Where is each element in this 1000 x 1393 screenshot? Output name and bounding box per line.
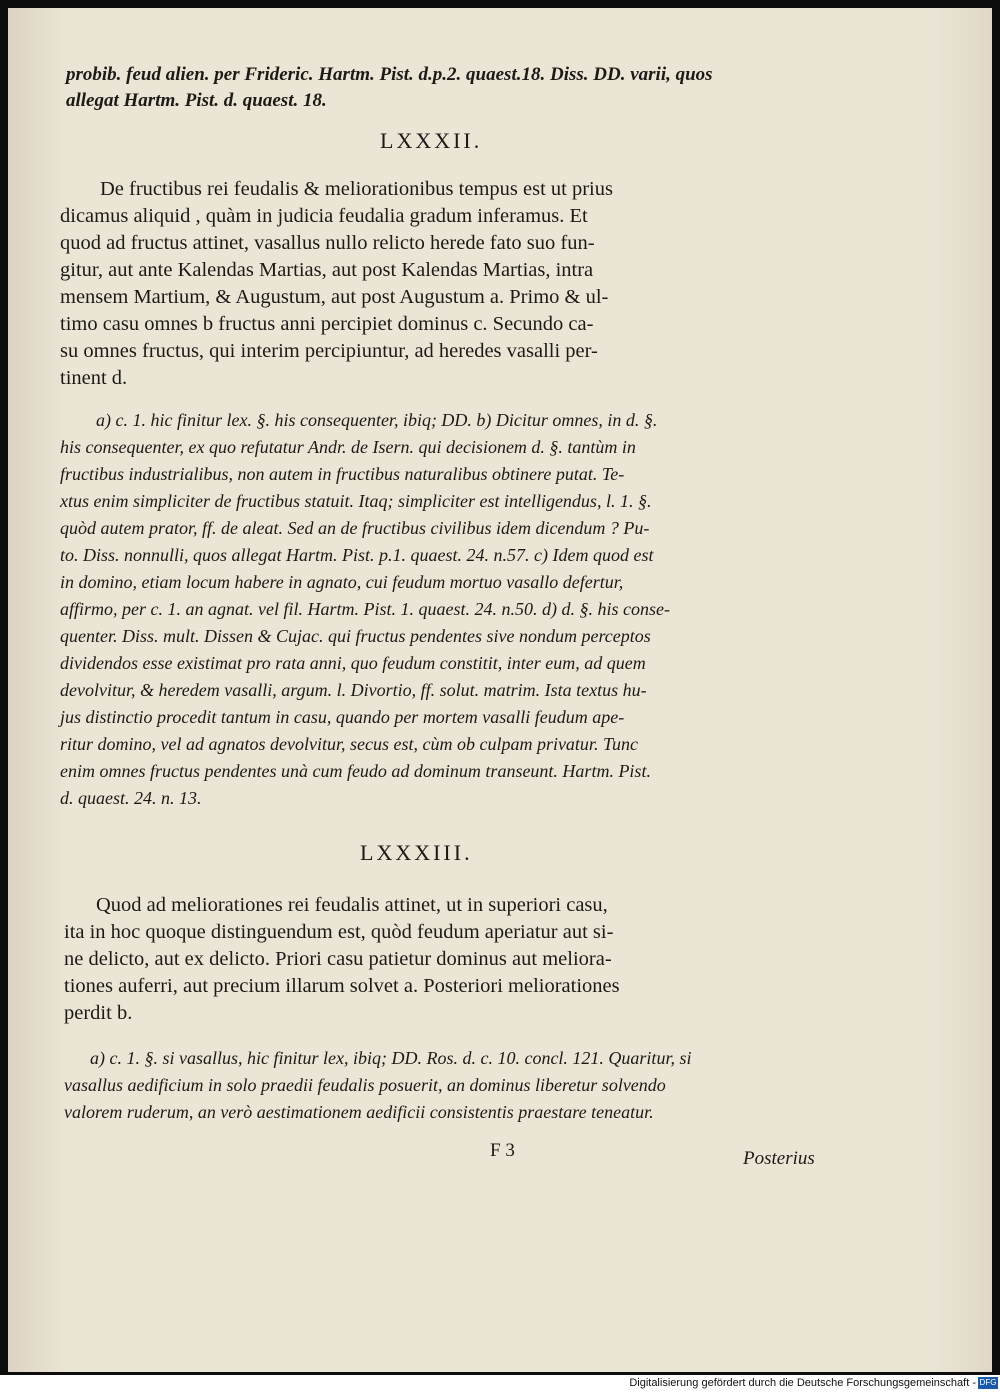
body-line: tiones auferri, aut precium illarum solvet a. Posteriori meliorationes: [64, 975, 620, 997]
signature-mark: F 3: [490, 1140, 515, 1161]
running-text-line: probib. feud alien. per Frideric. Hartm. Pist. d.p.2. quaest.18. Diss. DD. varii, quos: [66, 64, 713, 85]
footnote-line: quenter. Diss. mult. Dissen & Cujac. qui fructus pendentes sive nondum perceptos: [60, 626, 651, 646]
footnote-line: enim omnes fructus pendentes unà cum feudo ad dominum transeunt. Hartm. Pist.: [60, 761, 651, 781]
footnote-line: his consequenter, ex quo refutatur Andr. de Isern. qui decisionem d. §. tantùm in: [60, 437, 636, 457]
digitization-footer: [0, 1375, 1000, 1393]
footnote-line: dividendos esse existimat pro rata anni, quo feudum constitit, inter eum, ad quem: [60, 653, 646, 673]
body-line: Quod ad meliorationes rei feudalis attinet, ut in superiori casu,: [96, 894, 608, 916]
body-line: timo casu omnes b fructus anni percipiet dominus c. Secundo ca-: [60, 313, 594, 335]
section-heading: LXXXIII.: [360, 840, 473, 865]
footnote-line: valorem ruderum, an verò aestimationem aedificii consistentis praestare teneatur.: [64, 1102, 654, 1122]
footnote-line: quòd autem prator, ff. de aleat. Sed an de fructibus civilibus idem dicendum ? Pu-: [60, 518, 650, 538]
footnote-line: devolvitur, & heredem vasalli, argum. l. Divortio, ff. solut. matrim. Ista textus hu-: [60, 680, 647, 700]
footnote-line: to. Diss. nonnulli, quos allegat Hartm. Pist. p.1. quaest. 24. n.57. c) Idem quod est: [60, 545, 654, 565]
footnote-line: xtus enim simpliciter de fructibus statuit. Itaq; simpliciter est intelligendus, l. 1. §.: [60, 491, 652, 511]
footnote-line: affirmo, per c. 1. an agnat. vel fil. Hartm. Pist. 1. quaest. 24. n.50. d) d. §. his conse-: [60, 599, 670, 619]
body-line: mensem Martium, & Augustum, aut post Augustum a. Primo & ul-: [60, 286, 609, 308]
footnote-line: a) c. 1. hic finitur lex. §. his consequenter, ibiq; DD. b) Dicitur omnes, in d. §.: [96, 410, 658, 430]
footnote-line: in domino, etiam locum habere in agnato, cui feudum mortuo vasallo defertur,: [60, 572, 624, 592]
section-heading: LXXXII.: [380, 128, 483, 153]
footnote-line: ritur domino, vel ad agnatos devolvitur, secus est, cùm ob culpam privatur. Tunc: [60, 734, 638, 754]
body-line: ita in hoc quoque distinguendum est, quòd feudum aperiatur aut si-: [64, 921, 614, 943]
body-line: De fructibus rei feudalis & meliorationibus tempus est ut prius: [100, 178, 613, 200]
footer-credit: Digitalisierung gefördert durch die Deutsche Forschungsgemeinschaft -: [629, 1377, 976, 1389]
body-line: dicamus aliquid , quàm in judicia feudalia gradum inferamus. Et: [60, 205, 588, 227]
running-text-line: allegat Hartm. Pist. d. quaest. 18.: [66, 90, 327, 111]
body-line: su omnes fructus, qui interim percipiuntur, ad heredes vasalli per-: [60, 340, 598, 362]
footnote-line: jus distinctio procedit tantum in casu, quando per mortem vasalli feudum ape-: [60, 707, 625, 727]
body-line: tinent d.: [60, 367, 128, 389]
footnote-line: a) c. 1. §. si vasallus, hic finitur lex, ibiq; DD. Ros. d. c. 10. concl. 121. Quaritur, si: [90, 1048, 692, 1068]
body-line: perdit b.: [64, 1002, 133, 1024]
footnote-line: d. quaest. 24. n. 13.: [60, 788, 202, 808]
book-page: [8, 8, 992, 1372]
body-line: gitur, aut ante Kalendas Martias, aut post Kalendas Martias, intra: [60, 259, 594, 281]
catchword: Posterius: [743, 1148, 815, 1169]
body-line: quod ad fructus attinet, vasallus nullo relicto herede fato suo fun-: [60, 232, 595, 254]
dfg-logo: DFG: [979, 1378, 997, 1387]
body-line: ne delicto, aut ex delicto. Priori casu patietur dominus aut meliora-: [64, 948, 612, 970]
footnote-line: fructibus industrialibus, non autem in fructibus naturalibus obtinere putat. Te-: [60, 464, 625, 484]
footnote-line: vasallus aedificium in solo praedii feudalis posuerit, an dominus liberetur solvendo: [64, 1075, 666, 1095]
